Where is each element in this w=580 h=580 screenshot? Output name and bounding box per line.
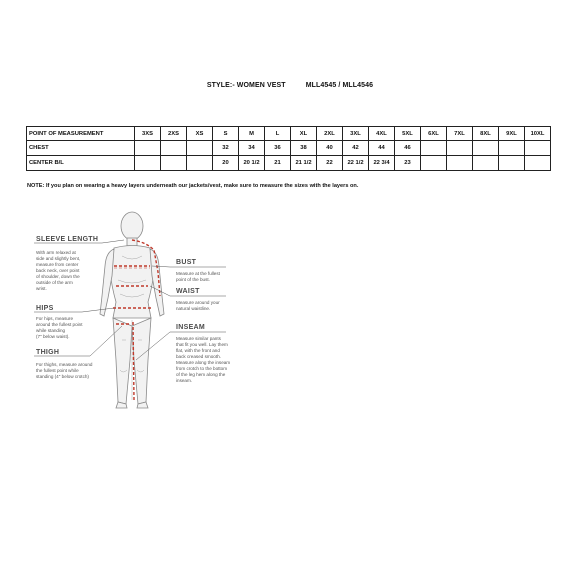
waist-title: WAIST (176, 288, 200, 295)
table-cell: 3XL (343, 127, 369, 141)
table-cell: 21 1/2 (291, 156, 317, 171)
table-cell: 32 (213, 141, 239, 156)
table-cell: 22 1/2 (343, 156, 369, 171)
thigh-text: For thighs, measure around the fullest point while standing (4" below crotch) (36, 362, 93, 379)
table-cell (161, 141, 187, 156)
hips-title: HIPS (36, 305, 54, 312)
measurement-guide (30, 210, 350, 420)
table-cell: 9XL (499, 127, 525, 141)
table-cell (161, 156, 187, 171)
table-cell (187, 141, 213, 156)
style-title: STYLE:- WOMEN VEST (206, 82, 286, 89)
row-label-cell: POINT OF MEASUREMENT (27, 127, 135, 141)
table-cell (421, 156, 447, 171)
table-cell (421, 141, 447, 156)
table-cell: 21 (265, 156, 291, 171)
table-row (27, 141, 551, 156)
table-cell (447, 156, 473, 171)
hips-text: For hips, measure around the fullest point while standing (7" below waist). (36, 316, 83, 339)
size-chart-table (26, 126, 551, 171)
table-cell: 23 (395, 156, 421, 171)
table-cell: 7XL (447, 127, 473, 141)
table-cell (135, 156, 161, 171)
table-cell: 22 (317, 156, 343, 171)
table-cell: L (265, 127, 291, 141)
table-cell: 40 (317, 141, 343, 156)
style-header (0, 82, 580, 89)
bust-title: BUST (176, 259, 197, 266)
table-cell: 3XS (135, 127, 161, 141)
table-cell: 20 1/2 (239, 156, 265, 171)
bust-text: Measure at the fullest point of the bust. (176, 271, 220, 282)
row-label-cell: CENTER B/L (27, 156, 135, 171)
table-cell: S (213, 127, 239, 141)
table-cell: XL (291, 127, 317, 141)
table-cell: 2XL (317, 127, 343, 141)
table-cell: 20 (213, 156, 239, 171)
style-codes: MLL4545 / MLL4546 (305, 82, 374, 89)
table-cell: 44 (369, 141, 395, 156)
table-cell (447, 141, 473, 156)
layering-note: NOTE: If you plan on wearing a heavy layers underneath our jackets/vest, make sure to measure the sizes with the layers on. (27, 183, 359, 189)
table-cell: 22 3/4 (369, 156, 395, 171)
table-header-row (27, 127, 551, 141)
table-cell (473, 141, 499, 156)
table-cell: 36 (265, 141, 291, 156)
inseam-text: Measure similar pants that fit you well. Lay them flat, with the front and back creased smooth. Measure along the inseam from crotch to the bottom of the leg hem along the inseam. (176, 336, 231, 383)
sleeve-length-text: With arm relaxed at side and slightly bent, measure from center back neck, over point of shoulder, down the outside of the arm wrist. (36, 250, 81, 291)
table-cell (187, 156, 213, 171)
inseam-title: INSEAM (176, 324, 206, 331)
thigh-title: THIGH (36, 349, 60, 356)
table-cell: 10XL (525, 127, 551, 141)
table-cell (525, 156, 551, 171)
table-cell: 42 (343, 141, 369, 156)
table-cell: XS (187, 127, 213, 141)
table-cell: 38 (291, 141, 317, 156)
table-cell (473, 156, 499, 171)
table-row (27, 156, 551, 171)
table-cell: 34 (239, 141, 265, 156)
row-label-cell: CHEST (27, 141, 135, 156)
table-cell: 6XL (421, 127, 447, 141)
waist-text: Measure around your natural waistline. (176, 300, 220, 311)
table-cell: 2XS (161, 127, 187, 141)
table-cell: 46 (395, 141, 421, 156)
table-cell (135, 141, 161, 156)
sleeve-length-title: SLEEVE LENGTH (36, 236, 99, 243)
table-cell: M (239, 127, 265, 141)
table-cell (525, 141, 551, 156)
table-cell (499, 156, 525, 171)
table-cell: 5XL (395, 127, 421, 141)
table-cell: 4XL (369, 127, 395, 141)
table-cell: 8XL (473, 127, 499, 141)
table-cell (499, 141, 525, 156)
